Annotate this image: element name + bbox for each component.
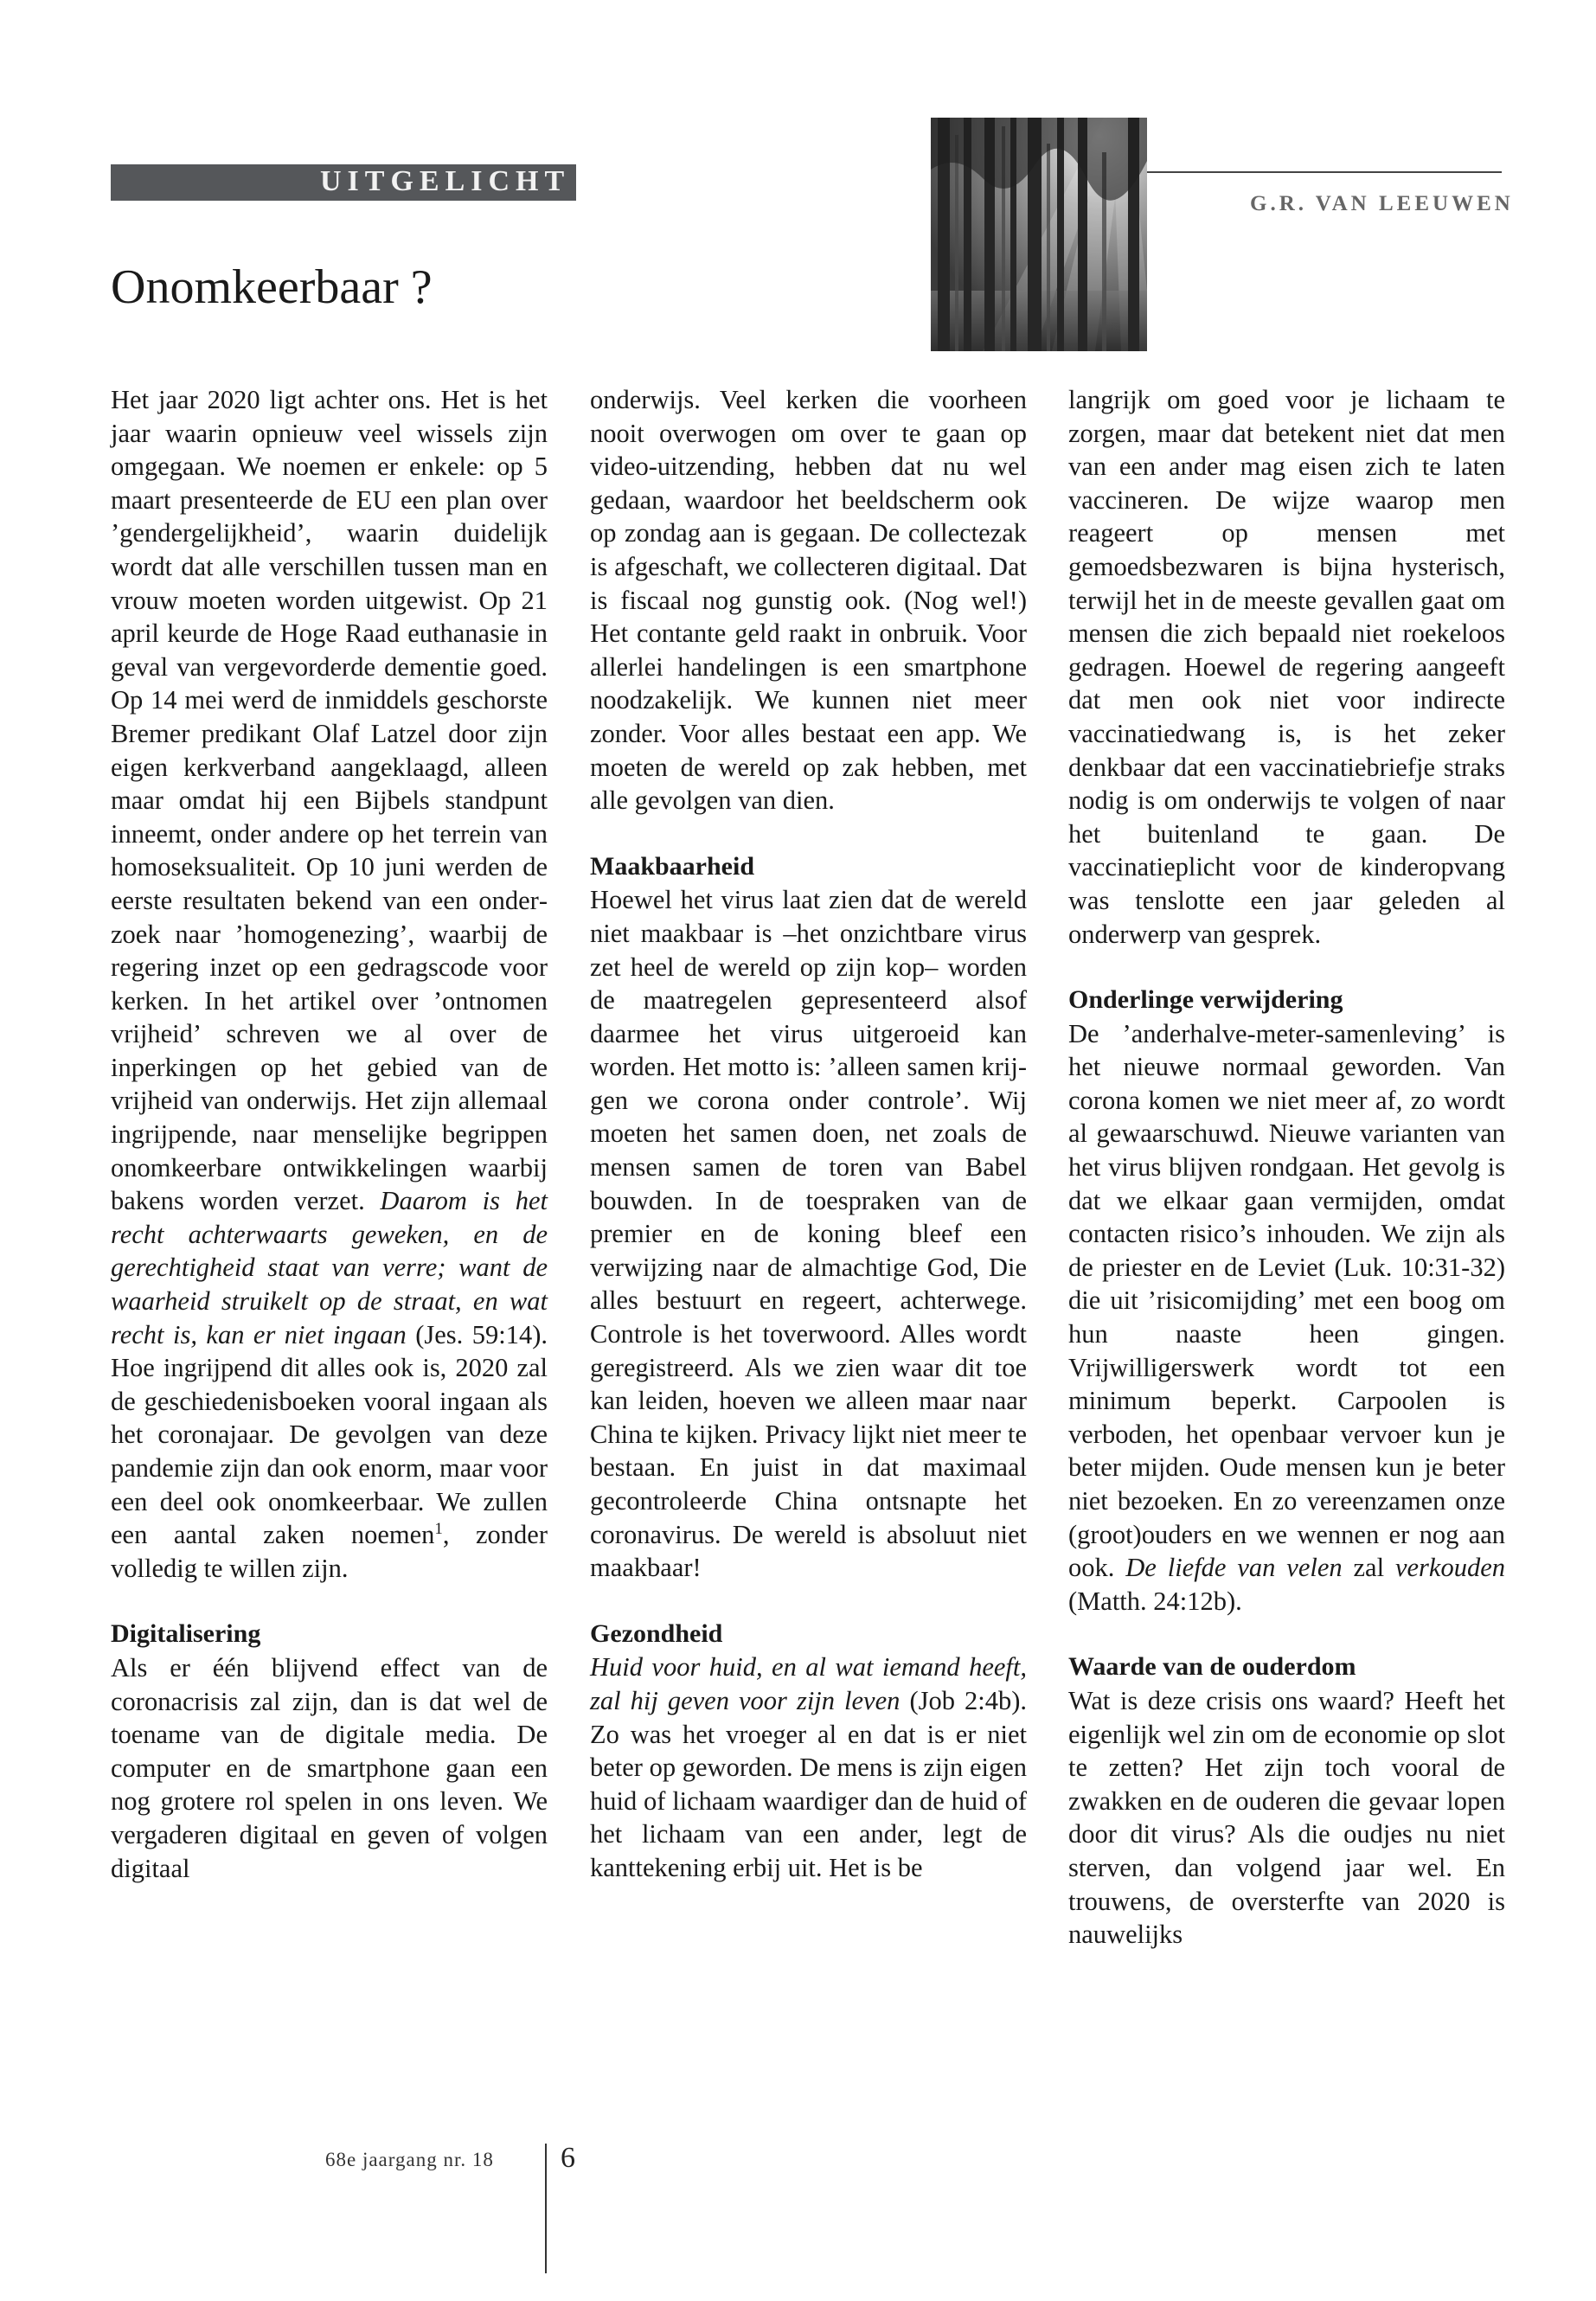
paragraph-text: Hoe ingrijpend dit alles ook is, 2020 zal de geschiedenisboeken vooral ingaan als het coronajaar. De gevolgen van deze pandemie zijn dan ook enorm, maar voor een deel ook onomkeerbaar. We zullen een aantal zaken noemen	[111, 1353, 548, 1550]
column-1	[111, 383, 548, 1885]
subheading-verwijdering: Onderlinge verwijdering	[1068, 985, 1343, 1015]
bible-quote: De liefde van velen	[1125, 1553, 1343, 1583]
bible-reference: (Matth. 24:12b).	[1068, 1586, 1242, 1616]
subheading-ouderdom: Waarde van de ouderdom	[1068, 1652, 1356, 1682]
column-2	[590, 383, 1027, 1885]
footnote-mark: 1	[434, 1520, 443, 1539]
bible-reference: (Jes. 59:14).	[415, 1319, 548, 1349]
paragraph-text: Het jaar 2020 ligt achter ons. Het is het jaar waarin opnieuw veel wissels zijn omgegaan. We noemen er enkele: op 5 maart presenteerde de EU een plan over ’gendergelijkheid’, waarin duidelijk wordt dat alle verschillen tussen man en vrouw moeten worden uitgewist. Op 21 april keurde de Hoge Raad euthanasie in geval van vergevorderde dementie goed. Op 14 mei werd de inmiddels geschorste Bremer predikant Olaf Latzel door zijn eigen kerkverband aangeklaagd, alleen maar omdat hij een Bijbels standpunt inneemt, onder andere op het terrein van homoseksualiteit. Op 10 juni werden de eerste resultaten bekend van een onderzoek naar ’homogenezing’, waarbij de regering inzet op een gedragscode voor kerken. In het artikel over ’ontnomen vrijheid’ schreven we al over de inperkingen op het gebied van de vrijheid van onderwijs. Het zijn allemaal ingrijpende, naar menselijke begrippen onomkeerbare ontwikkelingen waarbij bakens worden verzet.	[111, 385, 548, 1216]
author-name: G.R. VAN LEEUWEN	[1250, 192, 1514, 215]
bible-quote: Daarom is het recht achterwaarts geweken, en de gerechtigheid staat van verre; want de waarheid struikelt op de straat, en wat recht is, kan er niet ingaan	[111, 1186, 548, 1349]
forest-sunbeams-photo	[931, 118, 1147, 351]
paragraph	[111, 383, 548, 1585]
subheading-maakbaarheid: Maakbaarheid	[590, 851, 755, 881]
column-3	[1068, 383, 1505, 1952]
bible-quote: Huid voor huid, en al wat iemand heeft, zal hij geven voor zijn leven	[590, 1652, 1027, 1715]
page-number: 6	[561, 2142, 575, 2174]
subheading-digitalisering: Digitalisering	[111, 1619, 261, 1649]
paragraph	[590, 1650, 1027, 1884]
paragraph: Hoewel het virus laat zien dat de wereld niet maakbaar is –het onzichtbare virus zet heel de wereld op zijn kop– worden de maatregelen gepresenteerd alsof daarmee het virus uitgeroeid kan worden. Het motto is: ’alleen samen krijgen we corona onder controle’. Wij moeten het samen doen, net zoals de mensen samen de toren van Babel bouwden. In de toespraken van de premier en de koning bleef een verwijzing naar de almachtige God, Die alles bestuurt en regeert, achterwege. Controle is het toverwoord. Alles wordt geregistreerd. Als we zien waar dit toe kan leiden, hoeven we alleen maar naar China te kijken. Privacy lijkt niet meer te bestaan. En juist in dat maximaal gecontroleerde China ontsnapte het coronavirus. De wereld is absoluut niet maakbaar!	[590, 885, 1027, 1583]
paragraph-text: (Job 2:4b). Zo was het vroeger al en dat is er niet beter op geworden. De mens is zijn eigen huid of lichaam waardiger dan de huid of het lichaam van een ander, legt de kanttekening erbij uit. Het is be	[590, 1685, 1028, 1882]
section-label: UITGELICHT	[320, 165, 571, 197]
paragraph: langrijk om goed voor je lichaam te zorgen, maar dat betekent niet dat men van een ander mag eisen zich te laten vaccineren. De wijze waarop men reageert op mensen met gemoedsbezwaren is bijna hysterisch, terwijl het in de meeste gevallen gaat om mensen die zich bepaald niet roekeloos gedragen. Hoewel de regering aangeeft dat men ook niet voor indirecte vaccinatiedwang is, is het zeker denkbaar dat een vaccinatiebriefje straks nodig is om onderwijs te volgen of naar het buitenland te gaan. De vaccinatieplicht voor de kinderopvang was tenslotte een jaar geleden al onderwerp van gesprek.	[1068, 385, 1505, 949]
issue-info: 68e jaargang nr. 18	[325, 2149, 494, 2170]
subheading-gezondheid: Gezondheid	[590, 1618, 723, 1648]
paragraph-text: De ’anderhalve-meter-samenleving’ is het nieuwe normaal geworden. Van corona komen we niet meer af, zo wordt al gewaarschuwd. Nieuwe varianten van het virus blijven rondgaan. Het gevolg is dat we elkaar gaan vermijden, omdat contacten risico’s inhouden. We zijn als de priester en de Leviet (Luk. 10:31-32) die uit ’risicomijding’ met een boog om hun naaste heen gingen. Vrijwilligerswerk wordt tot een minimum beperkt. Carpoolen is verboden, het openbaar vervoer kun je beter mijden. Oude mensen kun je beter niet bezoeken. En zo vereenzamen onze (groot)ouders en we wennen er nog aan ook.	[1068, 1018, 1505, 1583]
bible-quote: verkouden	[1394, 1553, 1505, 1583]
footer-divider	[545, 2144, 547, 2273]
paragraph-text: zal	[1353, 1553, 1385, 1583]
paragraph	[1068, 1017, 1505, 1618]
paragraph-text: , zonder volledig te willen zijn.	[111, 1520, 548, 1583]
paragraph: Als er één blijvend effect van de coronacrisis zal zijn, dan is dat wel de toename van de digitale media. De computer en de smartphone gaan een nog grotere rol spelen in ons leven. We vergaderen digitaal en geven of volgen digitaal	[111, 1652, 548, 1883]
paragraph: onderwijs. Veel kerken die voorheen nooit overwogen om over te gaan op video-uitzending, hebben dat nu wel gedaan, waardoor het beeldscherm ook op zondag aan is gegaan. De collectezak is afgeschaft, we collecteren digitaal. Dat is fiscaal nog gunstig ook. (Nog wel!) Het contante geld raakt in onbruik. Voor allerlei handelingen is een smartphone noodzakelijk. We kunnen niet meer zonder. Voor alles bestaat een app. We moeten de wereld op zak hebben, met alle gevolgen van dien.	[590, 385, 1027, 816]
header-rule-right	[1147, 171, 1502, 173]
article-title: Onomkeerbaar ?	[111, 260, 433, 314]
paragraph: Wat is deze crisis ons waard? Heeft het eigenlijk wel zin om de economie op slot te zetten? Het zijn toch vooral de zwakken en de ouderen die gevaar lopen door dit virus? Als die oudjes nu niet sterven, dan volgend jaar wel. En trouwens, de oversterfte van 2020 is nauwelijks	[1068, 1685, 1505, 1950]
